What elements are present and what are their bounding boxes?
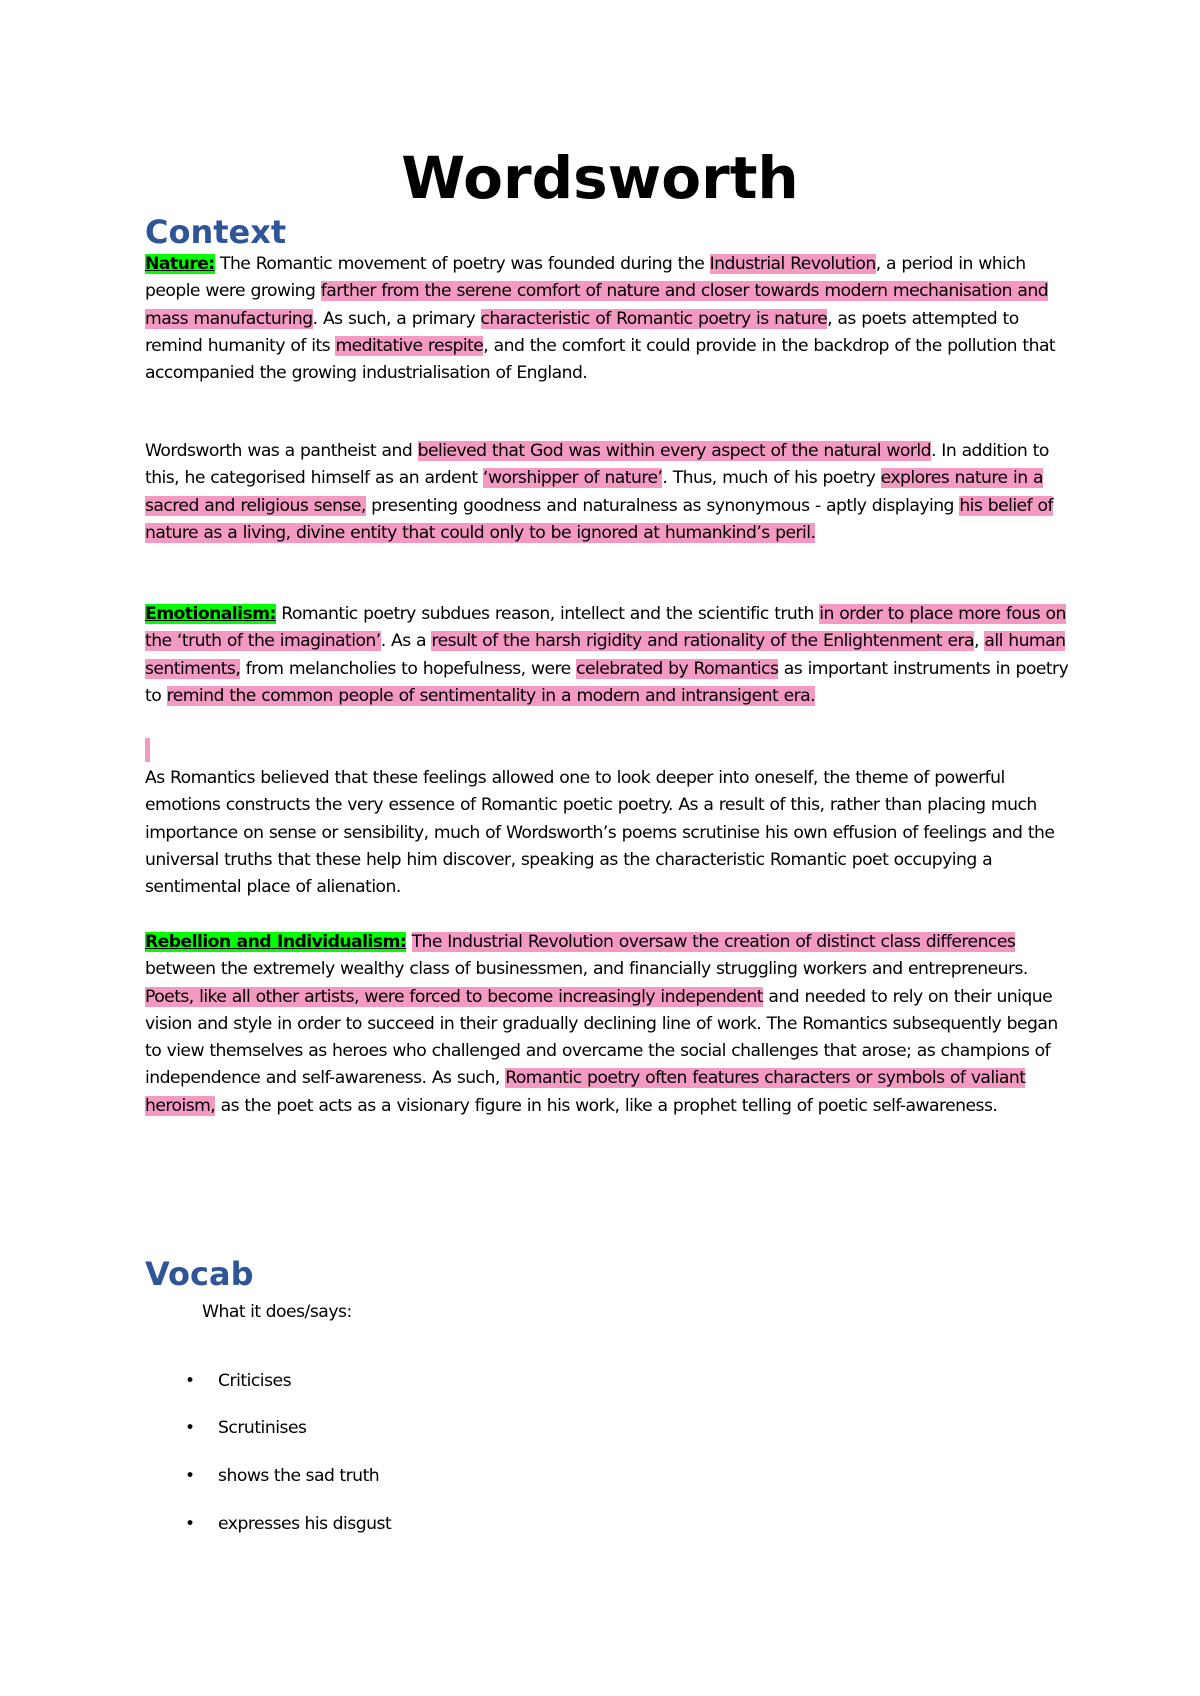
bullet-icon: • <box>185 1371 195 1391</box>
list-item-text: Scrutinises <box>218 1418 307 1438</box>
paragraph-text: between the extremely wealthy class of businessmen, and financially struggling workers and entrepreneurs. <box>145 959 1028 980</box>
paragraph-text: . Thus, much of his poetry <box>662 468 881 489</box>
list-item <box>185 1415 585 1442</box>
bullet-icon: • <box>185 1514 195 1534</box>
paragraph-text: , and the comfort it could provide in the backdrop of the pollution that accompanied the growing industrialisation of England. <box>145 335 1056 384</box>
list-item <box>185 1511 585 1538</box>
paragraph-text: The Romantic movement of poetry was founded during the <box>214 254 710 274</box>
paragraph-text: as the poet acts as a visionary figure in his work, like a prophet telling of poetic self-awareness. <box>215 1095 998 1116</box>
paragraph-text: from melancholies to hopefulness, were <box>240 658 577 679</box>
rebellion-label-colon: : <box>399 932 407 952</box>
list-item-text: expresses his disgust <box>218 1514 392 1534</box>
nature-label: Nature: <box>145 254 215 274</box>
paragraph-text: as important instruments in poetry to <box>145 658 1069 706</box>
paragraph-text <box>406 932 411 952</box>
paragraph-text: . As a <box>380 631 432 652</box>
highlighted-text: The Industrial Revolution oversaw the creation of distinct class differences <box>411 932 1016 952</box>
pantheist-paragraph <box>145 438 1070 547</box>
paragraph-text: and needed to rely on their unique vision and style in order to succeed in their gradually declining line of work. The Romantics subsequently began to view themselves as heroes who challenged and overcame the social challenges that arose; as champions of independence and self-awareness. As such, <box>145 986 1058 1089</box>
emotionalism-label: Emotionalism: <box>145 604 276 624</box>
highlighted-text: meditative respite <box>335 335 484 356</box>
rebellion-label: Rebellion and Individualism <box>145 932 400 952</box>
highlighted-text: characteristic of Romantic poetry is nature <box>480 308 828 329</box>
highlighted-text: ‘worshipper of nature’ <box>483 468 663 489</box>
highlighted-text: in order to place more fous on the ‘truth of the imagination’ <box>145 604 1066 652</box>
vocab-heading: Vocab <box>145 1255 254 1293</box>
paragraph-text: . As such, a primary <box>312 308 481 329</box>
highlighted-text: remind the common people of sentimentality in a modern and intransigent era. <box>166 685 816 706</box>
vocab-intro: What it does/says: <box>202 1302 352 1322</box>
list-item <box>185 1463 585 1490</box>
paragraph-text: Romantic poetry subdues reason, intellect and the scientific truth <box>275 604 820 624</box>
highlighted-text: explores nature in a sacred and religious sense, <box>145 468 1043 516</box>
list-item <box>185 1368 585 1395</box>
bullet-icon: • <box>185 1418 195 1438</box>
highlighted-text: all human sentiments, <box>145 631 1066 679</box>
nature-paragraph <box>145 251 1070 387</box>
list-item-text: Criticises <box>218 1371 292 1391</box>
highlighted-text: his belief of nature as a living, divine entity that could only to be ignored at humankind’s peril. <box>145 495 1053 543</box>
feelings-paragraph: As Romantics believed that these feelings allowed one to look deeper into oneself, the theme of powerful emotions constructs the very essence of Romantic poetic poetry. As a result of this, rather than placing much importance on sense or sensibility, much of Wordsworth’s poems scrutinise his own effusion of feelings and the universal truths that these help him discover, speaking as the characteristic Romantic poet occupying a sentimental place of alienation. <box>145 768 1055 898</box>
highlighted-text: farther from the serene comfort of nature and closer towards modern mechanisation and mass manufacturing <box>145 281 1049 329</box>
paragraph-text: , <box>974 631 985 652</box>
rebellion-paragraph <box>145 929 1070 1120</box>
highlighted-text: Industrial Revolution <box>709 254 876 274</box>
highlighted-text: Romantic poetry often features characters or symbols of valiant heroism, <box>145 1068 1026 1116</box>
paragraph-text: Wordsworth was a pantheist and <box>145 441 418 461</box>
highlight-mark <box>145 738 150 762</box>
highlighted-text: believed that God was within every aspect of the natural world <box>417 441 931 461</box>
list-item-text: shows the sad truth <box>218 1466 380 1486</box>
paragraph-text: , as poets attempted to remind humanity of its <box>145 308 1019 356</box>
highlighted-text: result of the harsh rigidity and rationality of the Enlightenment era <box>431 631 975 652</box>
paragraph-text: presenting goodness and naturalness as synonymous - aptly displaying <box>365 495 960 516</box>
bullet-icon: • <box>185 1466 195 1486</box>
context-heading: Context <box>145 213 287 251</box>
paragraph-text: . In addition to this, he categorised himself as an ardent <box>145 441 1049 489</box>
highlighted-text: celebrated by Romantics <box>576 658 779 679</box>
highlighted-text: Poets, like all other artists, were forced to become increasingly independent <box>145 986 763 1007</box>
emotionalism-paragraph <box>145 601 1070 710</box>
paragraph-text: , a period in which people were growing <box>145 254 1026 302</box>
document-title: Wordsworth <box>401 144 799 212</box>
